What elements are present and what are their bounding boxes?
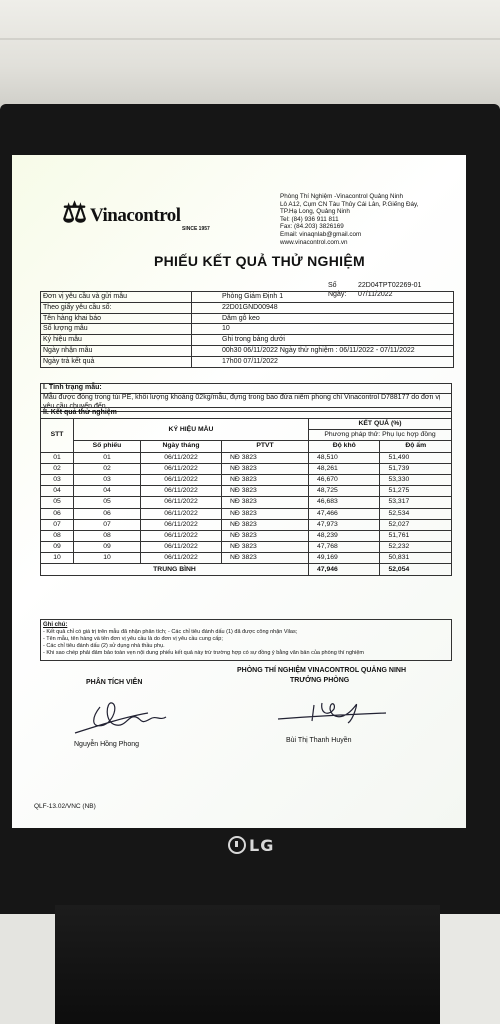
- cell-ngay-thang: 06/11/2022: [141, 463, 222, 474]
- cell-ptvt: NĐ 3823: [222, 542, 309, 553]
- lg-logo-icon: [228, 836, 246, 854]
- results-table: [40, 418, 452, 576]
- cell-stt: 10: [41, 553, 74, 564]
- cell-stt: 07: [41, 519, 74, 530]
- cell-do-kho: 47,768: [309, 542, 380, 553]
- cell-so-phieu: 10: [74, 553, 141, 564]
- cell-so-phieu: 06: [74, 508, 141, 519]
- cell-stt: 06: [41, 508, 74, 519]
- cell-so-phieu: 08: [74, 530, 141, 541]
- lab-contact-line: Email: vinaqnlab@gmail.com: [280, 230, 362, 238]
- lab-contact-block: [280, 193, 466, 246]
- info-value: 10: [222, 325, 230, 333]
- col-stt: STT: [41, 419, 74, 453]
- wall-trim: [0, 38, 500, 40]
- head-signature: [274, 691, 394, 731]
- info-value: Dăm gỗ keo: [222, 314, 260, 322]
- cell-ptvt: NĐ 3823: [222, 553, 309, 564]
- section-1-text: Mẫu được đóng trong túi PE, khối lượng khoảng 02kg/mẫu, đựng trong bao đứa niêm phong chì Vinacontrol D788177 do đơn vị yêu cầu chuyển đến.: [40, 393, 452, 413]
- cell-ngay-thang: 06/11/2022: [141, 553, 222, 564]
- cell-ngay-thang: 06/11/2022: [141, 508, 222, 519]
- col-ket-qua: KẾT QUẢ (%): [309, 419, 452, 430]
- table-row: [41, 553, 452, 564]
- ngay-label: Ngày:: [328, 291, 347, 298]
- cell-ptvt: NĐ 3823: [222, 452, 309, 463]
- cell-do-am: 52,027: [380, 519, 452, 530]
- cell-so-phieu: 04: [74, 486, 141, 497]
- info-label: Tên hàng khai báo: [41, 314, 192, 324]
- col-ngay-thang: Ngày tháng: [141, 441, 222, 452]
- cell-ngay-thang: 06/11/2022: [141, 474, 222, 485]
- notes-box: [40, 619, 452, 661]
- cell-so-phieu: 07: [74, 519, 141, 530]
- cell-ngay-thang: 06/11/2022: [141, 519, 222, 530]
- info-row: [41, 335, 453, 346]
- table-row: [41, 530, 452, 541]
- lab-contact-line: Fax: (84.203) 3826169: [280, 223, 344, 231]
- table-row: [41, 508, 452, 519]
- test-result-document: [12, 155, 466, 828]
- info-value: 00h30 06/11/2022 Ngày thử nghiệm : 06/11/2022 - 07/11/2022: [222, 346, 415, 354]
- so-label: Số: [328, 282, 337, 289]
- cell-do-am: 52,232: [380, 542, 452, 553]
- average-do-kho: 47,946: [309, 564, 380, 575]
- cell-ptvt: NĐ 3823: [222, 519, 309, 530]
- lab-contact-line: Phòng Thí Nghiệm -Vinacontrol Quảng Ninh: [280, 193, 403, 200]
- cell-do-kho: 48,725: [309, 486, 380, 497]
- info-row: [41, 357, 453, 368]
- cell-do-am: 52,534: [380, 508, 452, 519]
- cell-stt: 03: [41, 474, 74, 485]
- table-row: [41, 452, 452, 463]
- ngay-value: 07/11/2022: [358, 291, 393, 298]
- cell-do-am: 51,275: [380, 486, 452, 497]
- info-value: Phòng Giám Định 1: [222, 293, 284, 300]
- cell-ptvt: NĐ 3823: [222, 530, 309, 541]
- cell-ptvt: NĐ 3823: [222, 508, 309, 519]
- head-of-lab-title: TRƯỞNG PHÒNG: [290, 677, 350, 684]
- info-label: Số lượng mẫu: [41, 324, 192, 334]
- cell-stt: 05: [41, 497, 74, 508]
- lab-contact-line: Tel: (84) 936 911 811: [280, 215, 339, 223]
- average-do-am: 52,054: [380, 564, 452, 575]
- cell-so-phieu: 03: [74, 474, 141, 485]
- info-row: [41, 324, 453, 335]
- cell-do-am: 53,317: [380, 497, 452, 508]
- scales-icon: ⚖: [62, 197, 88, 228]
- cell-ngay-thang: 06/11/2022: [141, 542, 222, 553]
- lab-contact-line: Lô A12, Cụm CN Tàu Thủy Cái Lân, P.Giếng Đáy,: [280, 200, 419, 208]
- cell-do-am: 51,761: [380, 530, 452, 541]
- analyst-title: PHÂN TÍCH VIÊN: [86, 679, 143, 686]
- lab-contact-line: www.vinacontrol.com.vn: [280, 238, 348, 246]
- cell-stt: 02: [41, 463, 74, 474]
- cell-so-phieu: 05: [74, 497, 141, 508]
- table-row: [41, 463, 452, 474]
- cell-stt: 04: [41, 486, 74, 497]
- info-value: Ghi trong bảng dưới: [222, 336, 285, 344]
- cell-do-am: 51,490: [380, 452, 452, 463]
- cell-do-kho: 46,670: [309, 474, 380, 485]
- lab-signature-title: PHÒNG THÍ NGHIỆM VINACONTROL QUẢNG NINH: [237, 667, 407, 674]
- cell-ptvt: NĐ 3823: [222, 474, 309, 485]
- monitor-brand-logo: [228, 836, 274, 855]
- section-2-title: II. Kết quả thử nghiệm: [40, 407, 452, 418]
- info-value: 22D01GND00948: [222, 303, 278, 311]
- col-ptvt: PTVT: [222, 441, 309, 452]
- cell-do-kho: 49,169: [309, 553, 380, 564]
- notes-heading: Ghi chú:: [43, 622, 68, 628]
- cell-so-phieu: 01: [74, 452, 141, 463]
- vinacontrol-logo: [62, 197, 222, 237]
- table-row: [41, 486, 452, 497]
- cell-ngay-thang: 06/11/2022: [141, 530, 222, 541]
- col-do-kho: Độ khô: [309, 441, 380, 452]
- form-code: QLF-13.02/VNC (NB): [34, 803, 96, 810]
- info-row: [41, 346, 453, 357]
- logo-since: SINCE 1957: [182, 226, 210, 232]
- cell-do-kho: 48,261: [309, 463, 380, 474]
- note-line: - Khi sao chép phải đảm bảo toàn vẹn nội dung phiếu kết quả này trừ trường hợp có sự đồng ý bằng văn bản của phòng thí nghiệm: [43, 650, 364, 656]
- cell-stt: 09: [41, 542, 74, 553]
- analyst-name: Nguyễn Hồng Phong: [74, 741, 139, 748]
- logo-text: Vinacontrol: [90, 205, 181, 226]
- info-label: Ngày nhận mẫu: [41, 346, 192, 356]
- col-so-phieu: Số phiếu: [74, 441, 141, 452]
- cell-do-am: 50,831: [380, 553, 452, 564]
- cell-ptvt: NĐ 3823: [222, 486, 309, 497]
- note-line: - Kết quả chỉ có giá trị trên mẫu đã nhận phân tích; - Các chỉ tiêu đánh dấu (1) đã được công nhận Vilas;: [43, 629, 298, 635]
- request-info-table: [40, 291, 454, 368]
- cell-ptvt: NĐ 3823: [222, 497, 309, 508]
- cell-do-kho: 46,683: [309, 497, 380, 508]
- cell-ngay-thang: 06/11/2022: [141, 452, 222, 463]
- table-row: [41, 497, 452, 508]
- cell-do-kho: 48,239: [309, 530, 380, 541]
- wall-background: [0, 0, 500, 110]
- results-section: [40, 407, 452, 576]
- note-line: - Các chỉ tiêu đánh dấu (2) sử dụng nhà thầu phụ.: [43, 643, 165, 649]
- document-title: PHIẾU KẾT QUẢ THỬ NGHIỆM: [154, 253, 365, 269]
- cell-stt: 01: [41, 452, 74, 463]
- col-ky-hieu: KÝ HIỆU MẪU: [74, 419, 309, 441]
- monitor-stand: [55, 905, 440, 1024]
- col-phuong-phap: Phương pháp thử: Phụ lục hợp đồng: [309, 430, 452, 441]
- cell-do-am: 53,330: [380, 474, 452, 485]
- head-name: Bùi Thị Thanh Huyền: [286, 737, 352, 744]
- cell-do-kho: 47,973: [309, 519, 380, 530]
- analyst-signature: [70, 695, 180, 740]
- info-row: [41, 292, 453, 303]
- cell-so-phieu: 09: [74, 542, 141, 553]
- monitor-brand-text: LG: [249, 836, 275, 855]
- note-line: - Tên mẫu, tên hàng và tên đơn vị yêu cầu là do đơn vị yêu cầu cung cấp;: [43, 636, 223, 642]
- table-row: [41, 474, 452, 485]
- table-row: [41, 542, 452, 553]
- cell-ptvt: NĐ 3823: [222, 463, 309, 474]
- cell-do-kho: 48,510: [309, 452, 380, 463]
- col-do-am: Độ ẩm: [380, 441, 452, 452]
- cell-ngay-thang: 06/11/2022: [141, 497, 222, 508]
- section-1-title: I. Tình trạng mẫu:: [40, 383, 452, 393]
- table-row: [41, 519, 452, 530]
- cell-so-phieu: 02: [74, 463, 141, 474]
- info-row: [41, 303, 453, 314]
- lab-contact-line: TP.Hạ Long, Quảng Ninh: [280, 208, 350, 216]
- info-label: Đơn vị yêu cầu và gửi mẫu: [41, 292, 192, 302]
- cell-do-kho: 47,466: [309, 508, 380, 519]
- cell-ngay-thang: 06/11/2022: [141, 486, 222, 497]
- info-label: Theo giấy yêu cầu số:: [41, 303, 192, 313]
- so-value: 22D04TPT02269-01: [358, 282, 422, 289]
- cell-do-am: 51,739: [380, 463, 452, 474]
- info-label: Ngày trả kết quả: [41, 357, 192, 367]
- info-label: Ký hiệu mẫu: [41, 335, 192, 345]
- average-label: TRUNG BÌNH: [41, 564, 309, 575]
- info-value: 17h00 07/11/2022: [222, 357, 278, 365]
- cell-stt: 08: [41, 530, 74, 541]
- info-row: [41, 314, 453, 325]
